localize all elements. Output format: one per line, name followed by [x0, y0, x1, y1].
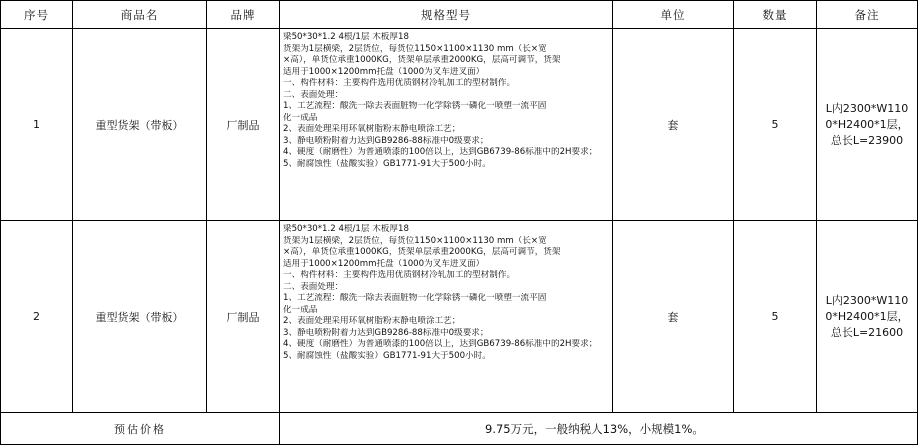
spec-line: 4、硬度（耐磨性）为普通喷漆的100倍以上，达到GB6739-86标准中的2H要求；	[283, 147, 598, 158]
spec-line: 货架为1层横梁，2层货位，每货位1150×1100×1130 mm（长×宽	[283, 43, 547, 54]
spec-line: 一、构件材料：主要构件选用优质钢材冷轧加工的型材制作。	[283, 270, 516, 281]
row-spec	[280, 29, 613, 221]
spec-line: 梁50*30*1.2 4根/1层 木板厚18	[283, 224, 409, 234]
header-spec: 规格型号	[280, 1, 613, 29]
spec-line: 2、表面处理采用环氧树脂粉末静电喷涂工艺；	[283, 124, 461, 135]
row-note: L内2300*W1100*H2400*1层，总长L=23900	[817, 29, 918, 221]
header-unit: 单位	[613, 1, 734, 29]
row-qty: 5	[734, 29, 817, 221]
header-index: 序号	[1, 1, 73, 29]
row-brand: 厂制品	[207, 29, 280, 221]
spec-line: 1、工艺流程：酸洗一除去表面脏物一化学除锈一磷化一喷塑一流平固	[283, 101, 547, 112]
row-qty: 5	[734, 221, 817, 413]
row-note: L内2300*W1100*H2400*1层，总长L=21600	[817, 221, 918, 413]
spec-line: 3、静电喷粉附着力达到GB9286-88标准中0级要求；	[283, 135, 489, 146]
spec-line: ×高），单货位承重1000KG，货架单层承重2000KG，层高可调节，货架	[283, 55, 561, 66]
spec-line: 1、工艺流程：酸洗一除去表面脏物一化学除锈一磷化一喷塑一流平固	[283, 293, 547, 304]
row-brand: 厂制品	[207, 221, 280, 413]
spec-line: 化一成品	[283, 304, 318, 315]
header-note: 备注	[817, 1, 918, 29]
header-row	[1, 1, 918, 29]
table-row	[1, 29, 918, 221]
row-name: 重型货架（带板）	[73, 29, 207, 221]
price-row	[1, 413, 918, 445]
row-unit: 套	[613, 221, 734, 413]
spec-line: ×高），单货位承重1000KG，货架单层承重2000KG，层高可调节，货架	[283, 247, 561, 258]
row-spec	[280, 221, 613, 413]
spec-line: 化一成品	[283, 112, 318, 123]
table-row	[1, 221, 918, 413]
spec-line: 二、表面处理：	[283, 281, 344, 292]
spec-line: 适用于1000×1200mm托盘（1000为叉车进叉面）	[283, 258, 485, 269]
spec-line: 4、硬度（耐磨性）为普通喷漆的100倍以上，达到GB6739-86标准中的2H要求；	[283, 339, 598, 350]
spec-line: 5、耐腐蚀性（盐酸实验）GB1771-91大于500小时。	[283, 351, 491, 362]
spec-line: 5、耐腐蚀性（盐酸实验）GB1771-91大于500小时。	[283, 159, 491, 170]
price-label: 预估价格	[1, 413, 280, 445]
header-qty: 数量	[734, 1, 817, 29]
row-unit: 套	[613, 29, 734, 221]
price-value: 9.75万元，一般纳税人13%，小规模1%。	[280, 413, 918, 445]
spec-line: 适用于1000×1200mm托盘（1000为叉车进叉面）	[283, 66, 485, 77]
spec-line: 货架为1层横梁，2层货位，每货位1150×1100×1130 mm（长×宽	[283, 235, 547, 246]
row-name: 重型货架（带板）	[73, 221, 207, 413]
header-name: 商品名	[73, 1, 207, 29]
spec-line: 一、构件材料：主要构件选用优质钢材冷轧加工的型材制作。	[283, 78, 516, 89]
spec-line: 梁50*30*1.2 4根/1层 木板厚18	[283, 32, 409, 42]
header-brand: 品牌	[207, 1, 280, 29]
spec-line: 2、表面处理采用环氧树脂粉末静电喷涂工艺；	[283, 316, 461, 327]
row-index: 2	[1, 221, 73, 413]
spec-line: 3、静电喷粉附着力达到GB9286-88标准中0级要求；	[283, 327, 489, 338]
row-index: 1	[1, 29, 73, 221]
spec-line: 二、表面处理：	[283, 89, 344, 100]
